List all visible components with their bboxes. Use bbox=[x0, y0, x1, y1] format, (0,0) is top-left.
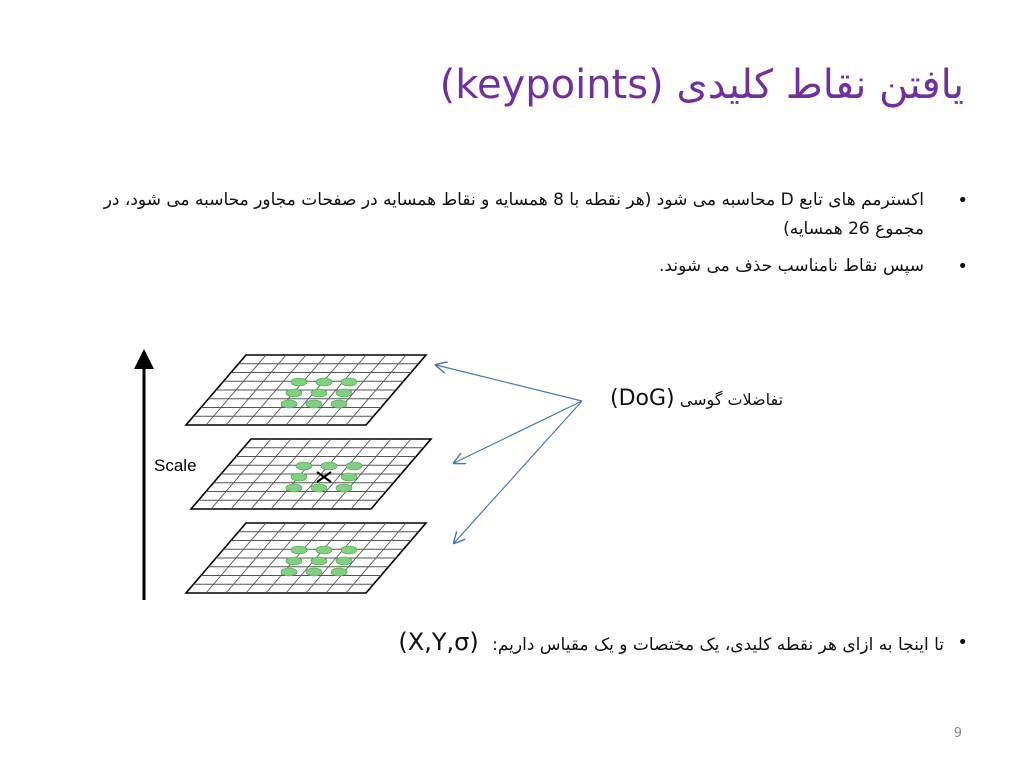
scale-axis-arrowhead bbox=[134, 349, 154, 369]
bullet-item: • اکسترمم های تابع D محاسبه می شود (هر نقطه با 8 همسایه و نقاط همسایه در صفحات مجاور محاسبه می شود، در مجموع 26 همسایه) bbox=[60, 186, 944, 244]
scale-axis-label: Scale bbox=[154, 456, 197, 475]
dog-label-latin: (DoG) bbox=[610, 386, 675, 411]
slide-title: یافتن نقاط کلیدی (keypoints) bbox=[439, 62, 964, 108]
bottom-bullet bbox=[398, 628, 944, 656]
page-number: 9 bbox=[953, 726, 962, 741]
dog-grid-middle bbox=[191, 439, 431, 509]
dog-grid-bottom bbox=[186, 523, 426, 593]
arrow-to-top-grid bbox=[436, 365, 582, 401]
dog-label-fa: تفاضلات گوسی bbox=[679, 390, 784, 409]
coordinate-formula: (X,Y,σ) bbox=[398, 628, 479, 656]
bullet-list bbox=[60, 186, 944, 289]
bottom-bullet-text: تا اینجا به ازای هر نقطه کلیدی، یک مختصات و یک مقیاس داریم: bbox=[492, 635, 944, 655]
dog-grid-top bbox=[186, 355, 426, 425]
scale-space-figure bbox=[120, 335, 620, 610]
arrow-to-bottom-grid bbox=[454, 401, 582, 543]
dog-label bbox=[610, 386, 783, 411]
bullet-item: • سپس نقاط نامناسب حذف می شوند. bbox=[60, 252, 944, 281]
dog-arrows bbox=[436, 365, 582, 543]
arrow-to-middle-grid bbox=[454, 401, 582, 463]
